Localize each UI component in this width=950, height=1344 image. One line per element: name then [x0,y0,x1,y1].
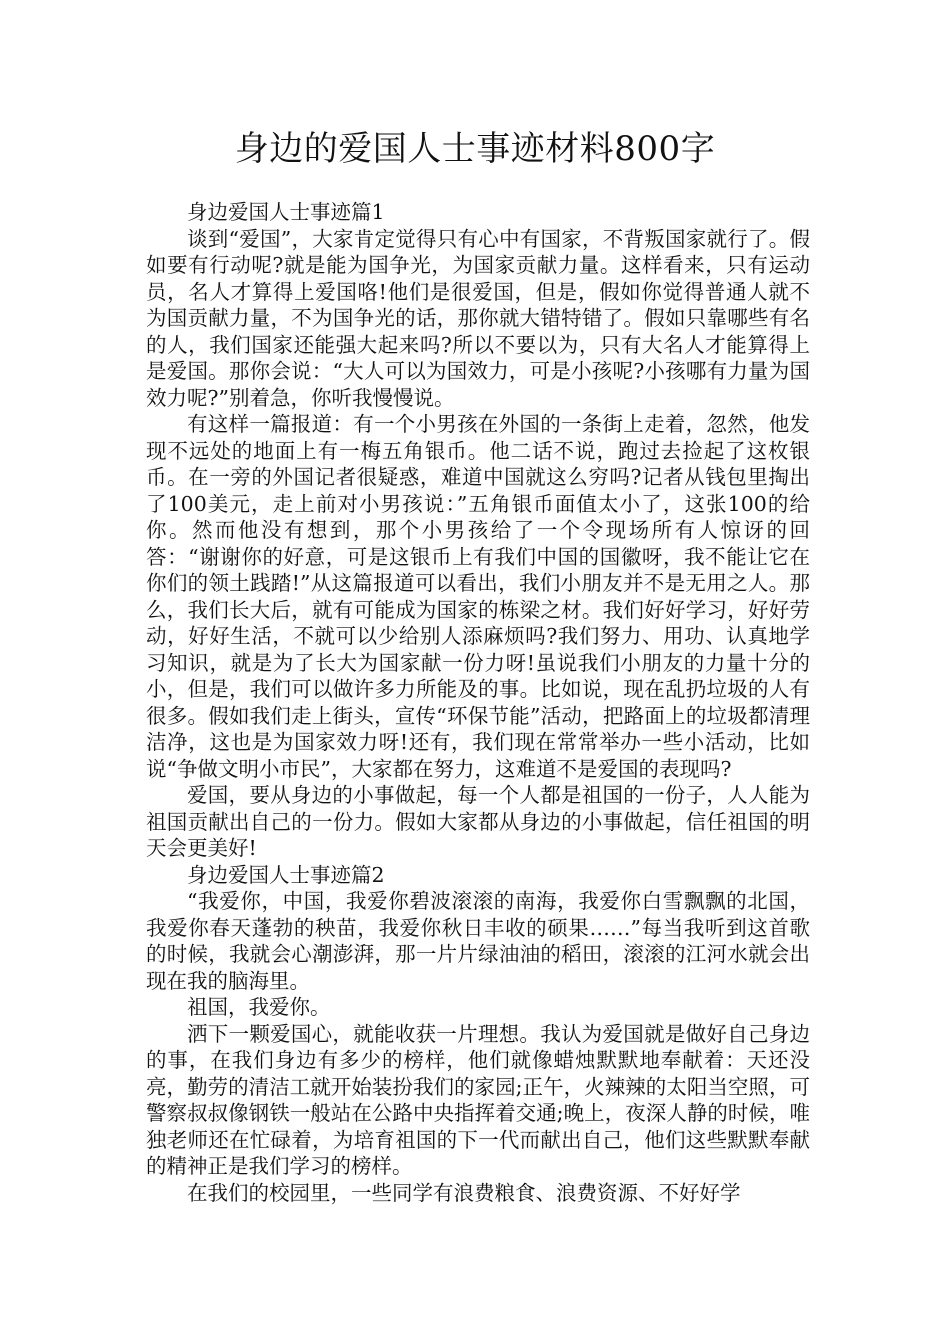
paragraph-1: 谈到“爱国”，大家肯定觉得只有心中有国家，不背叛国家就行了。假如要有行动呢?就是能为国争光，为国家贡献力量。这样看来，只有运动员，名人才算得上爱国咯!他们是很爱国，但是，假如你觉得普通人就不为国贡献力量，不为国争光的话，那你就大错特错了。假如只靠哪些有名的人，我们国家还能强大起来吗?所以不要以为，只有大名人才能算得上是爱国。那你会说：“大人可以为国效力，可是小孩呢?小孩哪有力量为国效力呢?”别着急，你听我慢慢说。 [146,226,810,410]
paragraph-2: 有这样一篇报道：有一个小男孩在外国的一条街上走着，忽然，他发现不远处的地面上有一梅五角银币。他二话不说，跑过去捡起了这枚银币。在一旁的外国记者很疑惑，难道中国就这么穷吗?记者从钱包里掏出了100美元，走上前对小男孩说：”五角银币面值太小了，这张100的给你。然而他没有想到，那个小男孩给了一个令现场所有人惊讶的回答：“谢谢你的好意，可是这银币上有我们中国的国徽呀，我不能让它在你们的领土践踏!”从这篇报道可以看出，我们小朋友并不是无用之人。那么，我们长大后，就有可能成为国家的栋梁之材。我们好好学习，好好劳动，好好生活，不就可以少给别人添麻烦吗?我们努力、用功、认真地学习知识，就是为了长大为国家献一份力呀!虽说我们小朋友的力量十分的小，但是，我们可以做许多力所能及的事。比如说，现在乱扔垃圾的人有很多。假如我们走上街头，宣传“环保节能”活动，把路面上的垃圾都清理洁净，这也是为国家效力呀!还有，我们现在常常举办一些小活动，比如说“争做文明小市民”，大家都在努力，这难道不是爱国的表现吗? [146,412,810,781]
paragraph-6: 洒下一颗爱国心，就能收获一片理想。我认为爱国就是做好自己身边的事，在我们身边有多少的榜样，他们就像蜡烛默默地奉献着：天还没亮，勤劳的清洁工就开始装扮我们的家园;正午，火辣辣的太阳当空照，可警察叔叔像钢铁一般站在公路中央指挥着交通;晚上，夜深人静的时候，唯独老师还在忙碌着，为培育祖国的下一代而献出自己，他们这些默默奉献的精神正是我们学习的榜样。 [146,1021,810,1178]
document-title: 身边的爱国人士事迹材料800字 [234,129,716,169]
paragraph-3: 爱国，要从身边的小事做起，每一个人都是祖国的一份子，人人能为祖国贡献出自己的一份力。假如大家都从身边的小事做起，信任祖国的明天会更美好! [146,783,810,860]
paragraph-5: 祖国，我爱你。 [187,995,331,1019]
paragraph-4: “我爱你，中国，我爱你碧波滚滚的南海，我爱你白雪飘飘的北国，我爱你春天蓬勃的秧苗，我爱你秋日丰收的硕果……”每当我听到这首歌的时候，我就会心潮澎湃，那一片片绿油油的稻田，滚滚的江河水就会出现在我的脑海里。 [146,889,810,993]
paragraph-7: 在我们的校园里，一些同学有浪费粮食、浪费资源、不好好学 [187,1180,741,1205]
document-body [146,199,810,1206]
section-heading-1: 身边爱国人士事迹篇1 [187,200,385,224]
section-heading-2: 身边爱国人士事迹篇2 [187,862,385,887]
